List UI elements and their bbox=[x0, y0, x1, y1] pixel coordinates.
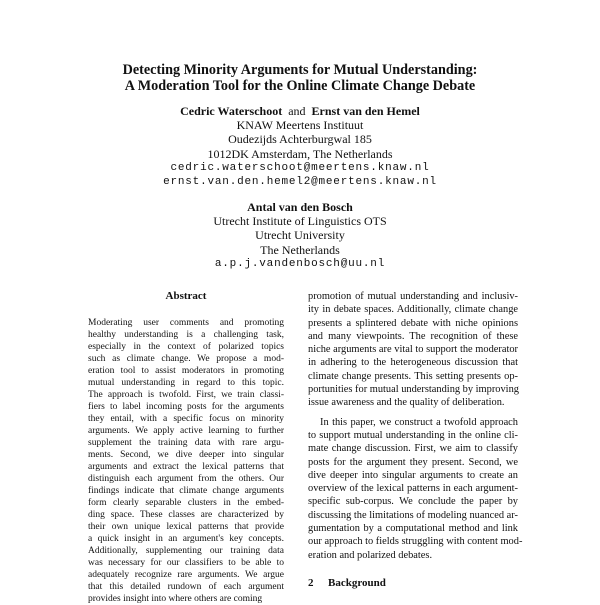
body-line: our approach to fields struggling with content mod- bbox=[308, 536, 523, 548]
body-column-right bbox=[308, 290, 523, 562]
author-and: and bbox=[288, 104, 306, 118]
body-line: specific sub-corpus. We conclude the paper by bbox=[308, 496, 518, 508]
body-line: in adhering to the heterogeneous discussion that bbox=[308, 357, 518, 369]
body-line: eration and polarized debates. bbox=[308, 549, 433, 561]
abstract-line: ding space. These classes are characterized by bbox=[88, 510, 284, 520]
abstract-line: eration tool to assist moderators in promoting bbox=[88, 366, 284, 376]
author-block-1 bbox=[0, 104, 600, 189]
abstract-line: supplement the training data with rare argu- bbox=[88, 438, 284, 448]
title-line-2: A Moderation Tool for the Online Climate Change Debate bbox=[124, 78, 476, 94]
affiliation-line: Utrecht Institute of Linguistics OTS bbox=[213, 214, 387, 229]
abstract-line: Moderating user comments and promoting bbox=[88, 318, 284, 328]
abstract-line: they entail, with a specific focus on minority bbox=[88, 414, 284, 424]
body-line: presents a splintered debate with niche opinions bbox=[308, 317, 518, 329]
body-line: mate change discussion. First, we aim to classify bbox=[308, 443, 518, 455]
abstract-line: distinguish each argument from the others. Our bbox=[88, 474, 284, 484]
author-email: cedric.waterschoot@meertens.knaw.nl bbox=[170, 161, 430, 174]
paper-title bbox=[0, 62, 600, 94]
author-name-van-den-hemel: Ernst van den Hemel bbox=[311, 104, 420, 118]
abstract-line: findings indicate that climate change arguments bbox=[88, 486, 284, 496]
abstract-line: mutual understanding in regard to this topic. bbox=[88, 378, 284, 388]
author-block-2 bbox=[0, 200, 600, 271]
affiliation-line: The Netherlands bbox=[260, 242, 340, 257]
body-line: gumentation by a computational method and link bbox=[308, 523, 518, 535]
abstract-line: a quick insight in an argument's key concepts. bbox=[88, 534, 284, 544]
author-email: a.p.j.vandenbosch@uu.nl bbox=[214, 257, 386, 270]
affiliation-line: KNAW Meertens Instituut bbox=[236, 118, 364, 133]
body-line: In this paper, we construct a twofold approach bbox=[320, 416, 518, 428]
section-number: 2 bbox=[308, 577, 314, 589]
abstract-line: their own unique lexical patterns that provide bbox=[88, 522, 284, 532]
body-line: and many viewpoints. The recognition of these bbox=[308, 330, 518, 342]
abstract-line: was necessary for our classifiers to be able to bbox=[88, 558, 284, 568]
abstract-line: adequately recognize rare arguments. We argue bbox=[88, 570, 284, 580]
title-line-1: Detecting Minority Arguments for Mutual Understanding: bbox=[122, 62, 478, 78]
body-line: ity in debate spaces. Additionally, climate change bbox=[308, 304, 518, 316]
affiliation-line: Oudezijds Achterburgwal 185 bbox=[228, 132, 372, 147]
body-line: discussing the limitations of modeling nuanced ar- bbox=[308, 509, 518, 521]
body-line: dive deeper into singular arguments to create an bbox=[308, 469, 518, 481]
affiliation-line: 1012DK Amsterdam, The Netherlands bbox=[207, 146, 393, 161]
author-email: ernst.van.den.hemel2@meertens.knaw.nl bbox=[163, 176, 437, 189]
abstract-line: fiers to label incoming posts for the arguments bbox=[88, 402, 284, 412]
abstract-line: provides insight into where others are coming bbox=[88, 594, 263, 604]
abstract-line: especially in the context of polarized topics bbox=[88, 342, 284, 352]
body-line: to support mutual understanding in the online cli- bbox=[308, 429, 518, 441]
author-name-van-den-bosch: Antal van den Bosch bbox=[247, 200, 353, 214]
body-line: overview of the lexical patterns in each argument- bbox=[308, 483, 518, 495]
abstract-line: such as climate change. We propose a mod- bbox=[88, 354, 284, 364]
abstract-line: ments. Second, we dive deeper into singular bbox=[88, 450, 284, 460]
abstract-heading: Abstract bbox=[165, 290, 207, 302]
section-title: Background bbox=[328, 577, 386, 589]
abstract-line: The approach is twofold. First, we train classi- bbox=[88, 390, 284, 400]
body-line: niche arguments are vital to support the moderator bbox=[308, 344, 518, 356]
abstract-line: Additionally, supplementing our training data bbox=[88, 546, 284, 556]
author-names bbox=[0, 104, 600, 118]
affiliation-line: Utrecht University bbox=[255, 228, 345, 243]
abstract-line: healthy understanding is a challenging task, bbox=[88, 330, 284, 340]
body-line: issue awareness and the quality of deliberation. bbox=[308, 397, 505, 409]
abstract-line: arguments. We apply active learning to further bbox=[88, 426, 284, 436]
abstract-line: arguments and extract the lexical patterns that bbox=[88, 462, 284, 472]
body-line: portunities for mutual understanding by improving bbox=[308, 384, 519, 396]
body-line: posts for the argument they present. Second, we bbox=[308, 456, 518, 468]
body-line: promotion of mutual understanding and inclusiv- bbox=[308, 291, 518, 302]
abstract-line: that this detailed rundown of each argument bbox=[88, 582, 284, 592]
abstract-body bbox=[88, 317, 284, 605]
section-heading bbox=[308, 577, 386, 590]
body-line: climate change presents. This setting presents op- bbox=[308, 370, 518, 382]
abstract-line: form clearly separable clusters in the embed- bbox=[88, 498, 284, 508]
author-name-waterschoot: Cedric Waterschoot bbox=[180, 104, 283, 118]
